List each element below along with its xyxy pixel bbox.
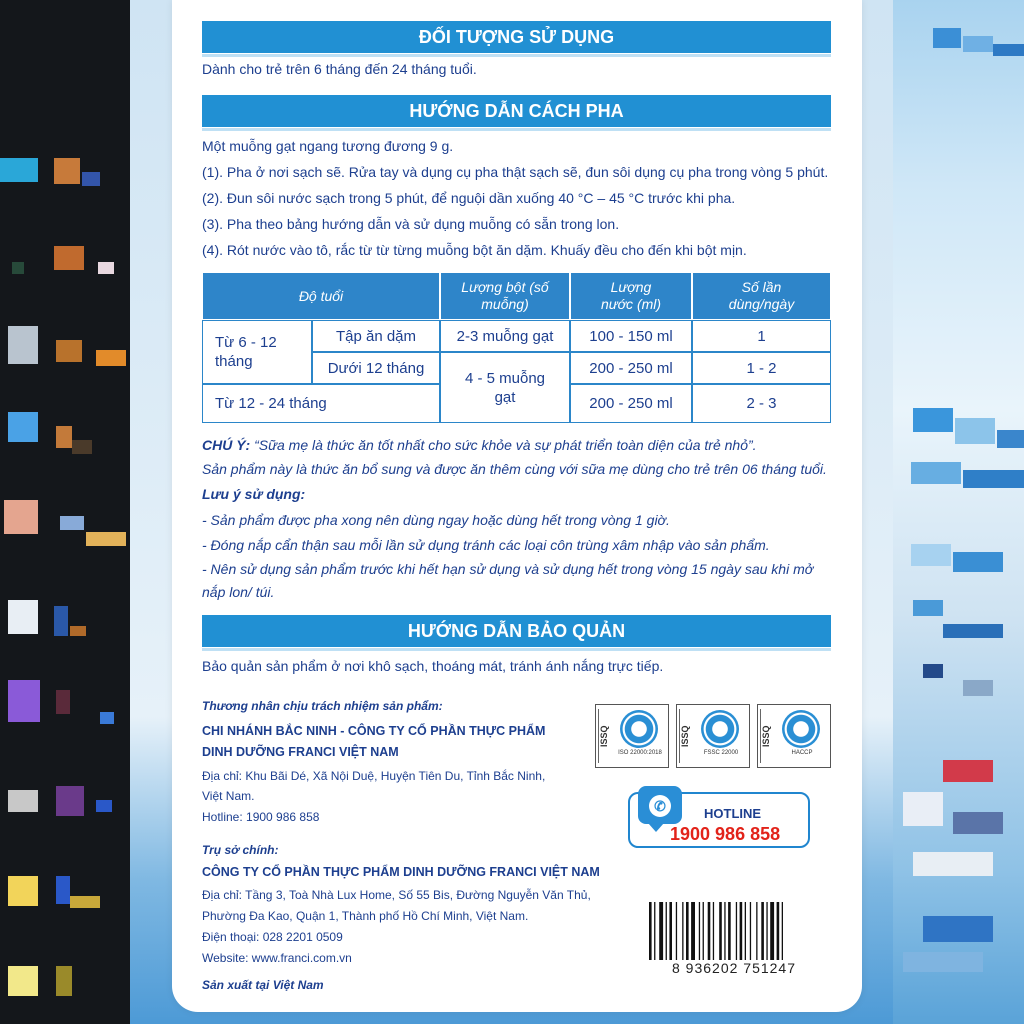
cert-caption: HACCP [791,750,813,756]
background-pixel-block [56,340,82,362]
barcode-bar [761,902,764,960]
background-pixel-block [70,626,86,636]
cert-tag: ISSQ [760,709,774,763]
background-pixel-block [70,896,100,908]
cert-caption: ISO 22000:2018 [618,750,662,756]
table-cell-subage: Tập ăn dặm [312,320,440,352]
mixing-line: (4). Rót nước vào tô, rắc từ từ từng muỗng bột ăn dặm. Khuấy đều cho đến khi bột mịn. [202,242,747,258]
table-cell-water: 100 - 150 ml [570,320,692,352]
table-cell-times: 1 [692,320,831,352]
table-cell-powder: 2-3 muỗng gạt [440,320,570,352]
background-pixel-block [96,800,112,812]
background-pixel-block [8,326,38,364]
mixing-guide-header: HƯỚNG DẪN CÁCH PHA [202,95,831,127]
certificate-badge [595,704,669,768]
background-pixel-block [903,952,983,972]
usage-line: nắp lon/ túi. [202,584,275,600]
background-pixel-block [913,852,993,876]
table-header-powder: Lượng bột (số muỗng) [440,272,570,320]
table-cell-powder: 4 - 5 muỗng gạt [440,352,570,423]
trader-address: Địa chỉ: Khu Bãi Dé, Xã Nội Duệ, Huyện Tiên Du, Tỉnh Bắc Ninh, [202,769,546,783]
target-users-header: ĐỐI TƯỢNG SỬ DỤNG [202,21,831,53]
mixing-line: (1). Pha ở nơi sạch sẽ. Rửa tay và dụng cụ pha thật sạch sẽ, đun sôi dụng cụ pha trong vòng 5 phút. [202,164,829,180]
note-label: CHÚ Ý: [202,437,251,453]
trader-name: DINH DƯỠNG FRANCI VIỆT NAM [202,745,399,759]
barcode-bar [682,902,683,960]
certificate-badge [676,704,750,768]
usage-title: Lưu ý sử dụng: [202,486,306,502]
barcode-bar [708,902,711,960]
table-cell-times: 1 - 2 [692,352,831,384]
barcode-icon [645,902,825,960]
barcode-bar [777,902,780,960]
background-pixel-block [913,408,953,432]
background-pixel-block [963,470,1024,488]
trader-hotline: Hotline: 1900 986 858 [202,810,320,824]
note-text: “Sữa mẹ là thức ăn tốt nhất cho sức khỏe và sự phát triển toàn diện của trẻ nhỏ”. [250,437,757,453]
barcode-bar [756,902,757,960]
background-pixel-block [54,606,68,636]
background-pixel-block [8,966,38,996]
note-line [202,436,757,454]
hq-address: Địa chỉ: Tầng 3, Toà Nhà Lux Home, Số 55 Bis, Đường Nguyễn Văn Thủ, [202,888,591,902]
background-pixel-block [8,790,38,812]
table-header-times: Số lần dùng/ngày [692,272,831,320]
background-pixel-block [96,350,126,366]
barcode-bar [745,902,746,960]
barcode-bar [659,902,663,960]
barcode-bar [686,902,689,960]
background-pixel-block [72,440,92,454]
background-pixel-block [82,172,100,186]
background-pixel-block [955,418,995,444]
phone-chat-icon: ✆ [638,786,682,824]
barcode-bar [691,902,695,960]
background-pixel-block [943,760,993,782]
barcode-bar [666,902,667,960]
background-pixel-block [8,680,40,722]
cert-tag: ISSQ [598,709,612,763]
dosage-table [202,272,831,423]
table-cell-subage: Dưới 12 tháng [312,352,440,384]
background-pixel-block [60,516,84,530]
table-cell-water: 200 - 250 ml [570,384,692,423]
background-pixel-block [56,876,70,904]
table-cell-age: Từ 12 - 24 tháng [202,384,440,423]
background-pixel-block [8,412,38,442]
background-pixel-block [56,966,72,996]
hq-label: Trụ sở chính: [202,843,279,857]
barcode-bar [750,902,751,960]
usage-line: - Đóng nắp cẩn thận sau mỗi lần sử dụng tránh các loại côn trùng xâm nhập vào sản phẩm. [202,537,770,553]
cert-caption: FSSC 22000 [703,750,739,756]
table-cell-times: 2 - 3 [692,384,831,423]
usage-line: - Sản phẩm được pha xong nên dùng ngay hoặc dùng hết trong vòng 1 giờ. [202,512,670,528]
right-background-strip [893,0,1024,1024]
usage-line: - Nên sử dụng sản phẩm trước khi hết hạn sử dụng và sử dụng hết trong vòng 15 ngày sau khi mở [202,561,814,577]
made-in-text: Sản xuất tại Việt Nam [202,978,324,992]
barcode-bar [782,902,783,960]
barcode-bar [719,902,722,960]
background-pixel-block [911,462,961,484]
background-pixel-block [943,624,1003,638]
barcode-number: 8 936202 751247 [672,960,796,976]
certificate-badge [757,704,831,768]
barcode-bar [669,902,672,960]
hq-website: Website: www.franci.com.vn [202,951,352,965]
background-pixel-block [56,786,84,816]
note-line: Sản phẩm này là thức ăn bổ sung và được ăn thêm cùng với sữa mẹ dùng cho trẻ trên 06 tháng tuổi. [202,461,827,477]
background-pixel-block [98,262,114,274]
hotline-number: 1900 986 858 [670,824,781,844]
background-pixel-block [913,600,943,616]
barcode-bar [740,902,743,960]
background-pixel-block [8,600,38,634]
barcode-bar [654,902,655,960]
left-background-strip [0,0,130,1024]
background-pixel-block [8,876,38,906]
barcode-bar [713,902,714,960]
table-cell-age: Từ 6 - 12 tháng [202,320,312,384]
hotline-label: HOTLINE [704,806,762,821]
background-pixel-block [923,916,993,942]
hq-address: Phường Đa Kao, Quận 1, Thành phố Hồ Chí Minh, Việt Nam. [202,909,529,923]
hq-phone: Điện thoại: 028 2201 0509 [202,930,343,944]
mixing-line: (2). Đun sôi nước sạch trong 5 phút, để nguội dần xuống 40 °C – 45 °C trước khi pha. [202,190,736,206]
hq-name: CÔNG TY CỔ PHẦN THỰC PHẨM DINH DƯỠNG FRANCI VIỆT NAM [202,865,600,879]
cert-seal-icon [701,710,739,748]
background-pixel-block [86,532,126,546]
background-pixel-block [953,812,1003,834]
cert-seal-icon [782,710,820,748]
cert-tag: ISSQ [679,709,693,763]
mixing-line: Một muỗng gạt ngang tương đương 9 g. [202,138,454,154]
background-pixel-block [12,262,24,274]
barcode-bar [676,902,677,960]
storage-guide-header: HƯỚNG DẪN BẢO QUẢN [202,615,831,647]
cert-seal-icon [620,710,658,748]
background-pixel-block [933,28,961,48]
background-pixel-block [56,426,72,448]
trader-address: Việt Nam. [202,789,255,803]
background-pixel-block [923,664,943,678]
barcode-bar [649,902,652,960]
barcode-bar [724,902,725,960]
background-pixel-block [100,712,114,724]
table-cell-water: 200 - 250 ml [570,352,692,384]
background-pixel-block [911,544,951,566]
background-pixel-block [953,552,1003,572]
barcode-bar [699,902,700,960]
background-pixel-block [4,500,38,534]
table-header-water: Lượng nước (ml) [570,272,692,320]
target-users-text: Dành cho trẻ trên 6 tháng đến 24 tháng tuổi. [202,61,477,77]
background-pixel-block [903,792,943,826]
mixing-line: (3). Pha theo bảng hướng dẫn và sử dụng muỗng có sẵn trong lon. [202,216,620,232]
background-pixel-block [963,36,993,52]
hotline-badge [628,792,810,848]
barcode-bar [736,902,737,960]
trader-label: Thương nhân chịu trách nhiệm sản phẩm: [202,699,443,713]
background-pixel-block [54,246,84,270]
background-pixel-block [963,680,993,696]
barcode-bar [703,902,704,960]
background-pixel-block [0,158,38,182]
background-pixel-block [993,44,1024,56]
storage-text: Bảo quản sản phẩm ở nơi khô sạch, thoáng mát, tránh ánh nắng trực tiếp. [202,658,664,674]
background-pixel-block [997,430,1024,448]
background-pixel-block [56,690,70,714]
trader-name: CHI NHÁNH BẮC NINH - CÔNG TY CỔ PHẦN THỰC PHẨM [202,724,546,738]
barcode-bar [770,902,774,960]
barcode-bar [766,902,767,960]
barcode-bar [728,902,731,960]
table-header-age: Độ tuổi [202,272,440,320]
background-pixel-block [54,158,80,184]
